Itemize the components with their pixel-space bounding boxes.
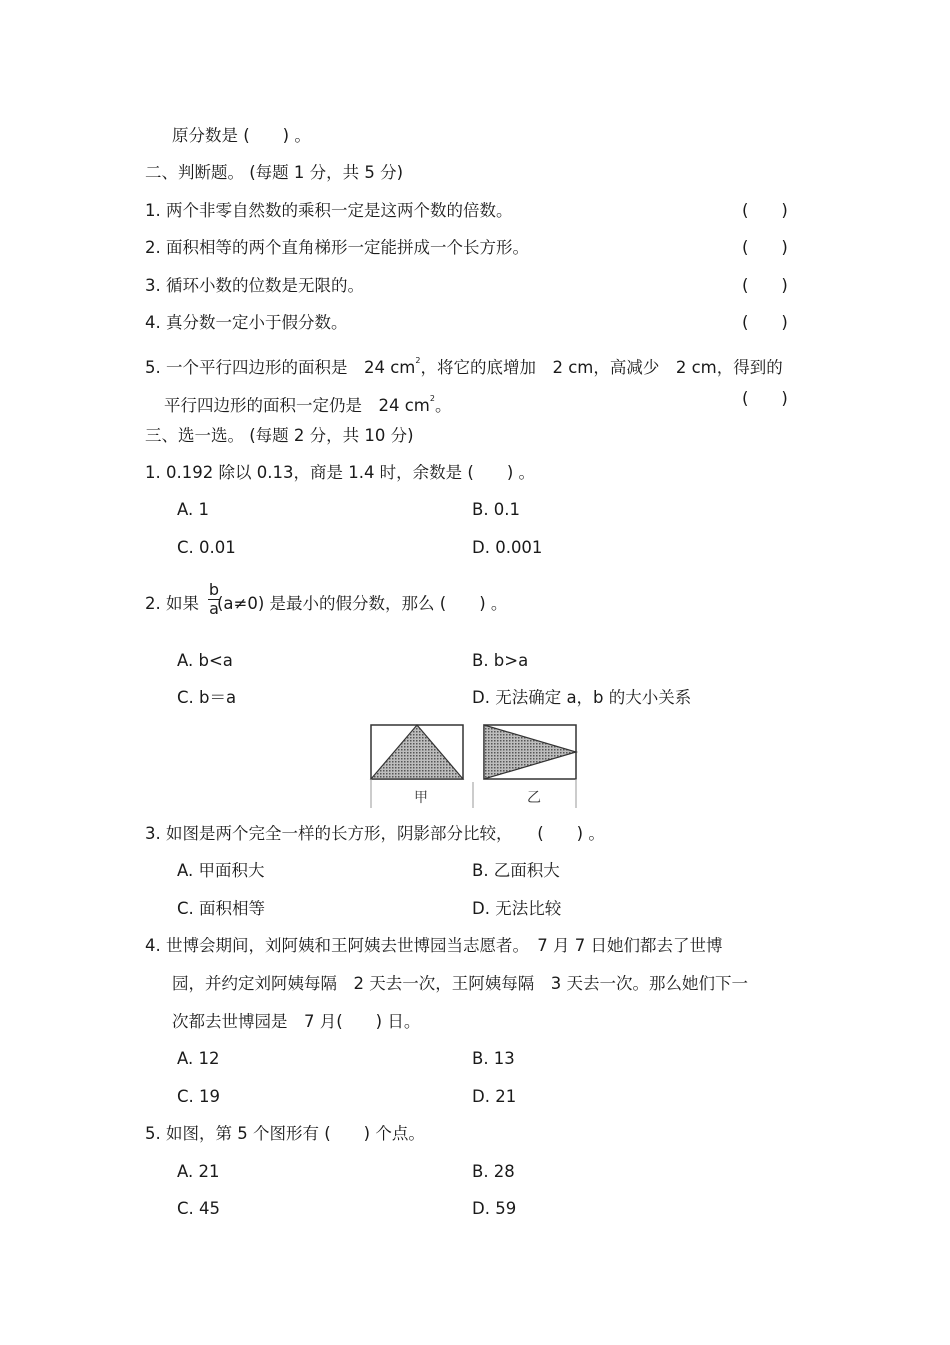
choice-q3-stem: 3. 如图是两个完全一样的长方形，阴影部分比较， ( ) 。 [145,824,605,843]
choice-q4-stem-line2: 园，并约定刘阿姨每隔 2 天去一次，王阿姨每隔 3 天去一次。那么她们下一 [172,974,748,993]
section-2-heading: 二、判断题。 (每题 1 分，共 5 分) [145,163,404,182]
choice-q1-option-c[interactable]: C. 0.01 [177,538,236,557]
choice-q3-option-d[interactable]: D. 无法比较 [472,899,562,918]
section-3-heading: 三、选一选。 (每题 2 分，共 10 分) [145,426,414,445]
choice-q3-option-c[interactable]: C. 面积相等 [177,899,266,918]
choice-q3-option-a[interactable]: A. 甲面积大 [177,861,265,880]
choice-q4-stem-line3: 次都去世博园是 7 月( ) 日。 [172,1012,421,1031]
rectangle-jia [371,725,463,779]
label-jia: 甲 [414,790,428,806]
rectangle-yi [484,725,576,779]
choice-q2-option-a[interactable]: A. b<a [177,651,233,670]
choice-q4-option-c[interactable]: C. 19 [177,1087,221,1106]
judge-answer-5[interactable]: ( ) [742,389,788,408]
choice-q4-option-b[interactable]: B. 13 [472,1049,515,1068]
previous-question-tail: 原分数是 ( ) 。 [172,126,311,145]
rectangles-figure [368,722,580,810]
label-yi: 乙 [527,790,541,806]
choice-q5-option-a[interactable]: A. 21 [177,1162,220,1181]
choice-q5-option-d[interactable]: D. 59 [472,1199,517,1218]
fraction-b-over-a [208,582,220,617]
choice-q1-option-b[interactable]: B. 0.1 [472,500,521,519]
choice-q4-option-d[interactable]: D. 21 [472,1087,517,1106]
judge-answer-3[interactable]: ( ) [742,276,788,295]
choice-q4-stem-line1: 4. 世博会期间，刘阿姨和王阿姨去世博园当志愿者。 7 月 7 日她们都去了世博 [145,936,723,955]
choice-q4-option-a[interactable]: A. 12 [177,1049,220,1068]
choice-q5-option-b[interactable]: B. 28 [472,1162,515,1181]
choice-q2-option-d[interactable]: D. 无法确定 a，b 的大小关系 [472,688,692,707]
choice-q5-option-c[interactable]: C. 45 [177,1199,221,1218]
judge-item-3: 3. 循环小数的位数是无限的。 [145,276,364,295]
choice-q3-option-b[interactable]: B. 乙面积大 [472,861,560,880]
choice-q2-stem: 2. 如果 (a≠0) 是最小的假分数，那么 ( ) 。 [145,594,508,613]
judge-item-2: 2. 面积相等的两个直角梯形一定能拼成一个长方形。 [145,238,529,257]
choice-q1-stem: 1. 0.192 除以 0.13，商是 1.4 时，余数是 ( ) 。 [145,463,536,482]
judge-item-5-line2: 平行四边形的面积一定仍是 24 $cm^2$。 [164,394,452,415]
judge-answer-2[interactable]: ( ) [742,238,788,257]
judge-item-4: 4. 真分数一定小于假分数。 [145,313,348,332]
judge-item-1: 1. 两个非零自然数的乘积一定是这两个数的倍数。 [145,201,513,220]
fraction-numerator: b [208,580,220,599]
choice-q2-option-c[interactable]: C. b＝a [177,688,237,707]
judge-answer-4[interactable]: ( ) [742,313,788,332]
choice-q1-option-d[interactable]: D. 0.001 [472,538,543,557]
choice-q2-option-b[interactable]: B. b>a [472,651,529,670]
judge-item-5-line1: 5. 一个平行四边形的面积是 24 $cm^2$，将它的底增加 2 cm，高减少 2 cm，得到的 [145,356,783,377]
judge-answer-1[interactable]: ( ) [742,201,788,220]
fraction-denominator: a [209,599,219,618]
choice-q1-option-a[interactable]: A. 1 [177,500,209,519]
choice-q5-stem: 5. 如图，第 5 个图形有 ( ) 个点。 [145,1124,425,1143]
